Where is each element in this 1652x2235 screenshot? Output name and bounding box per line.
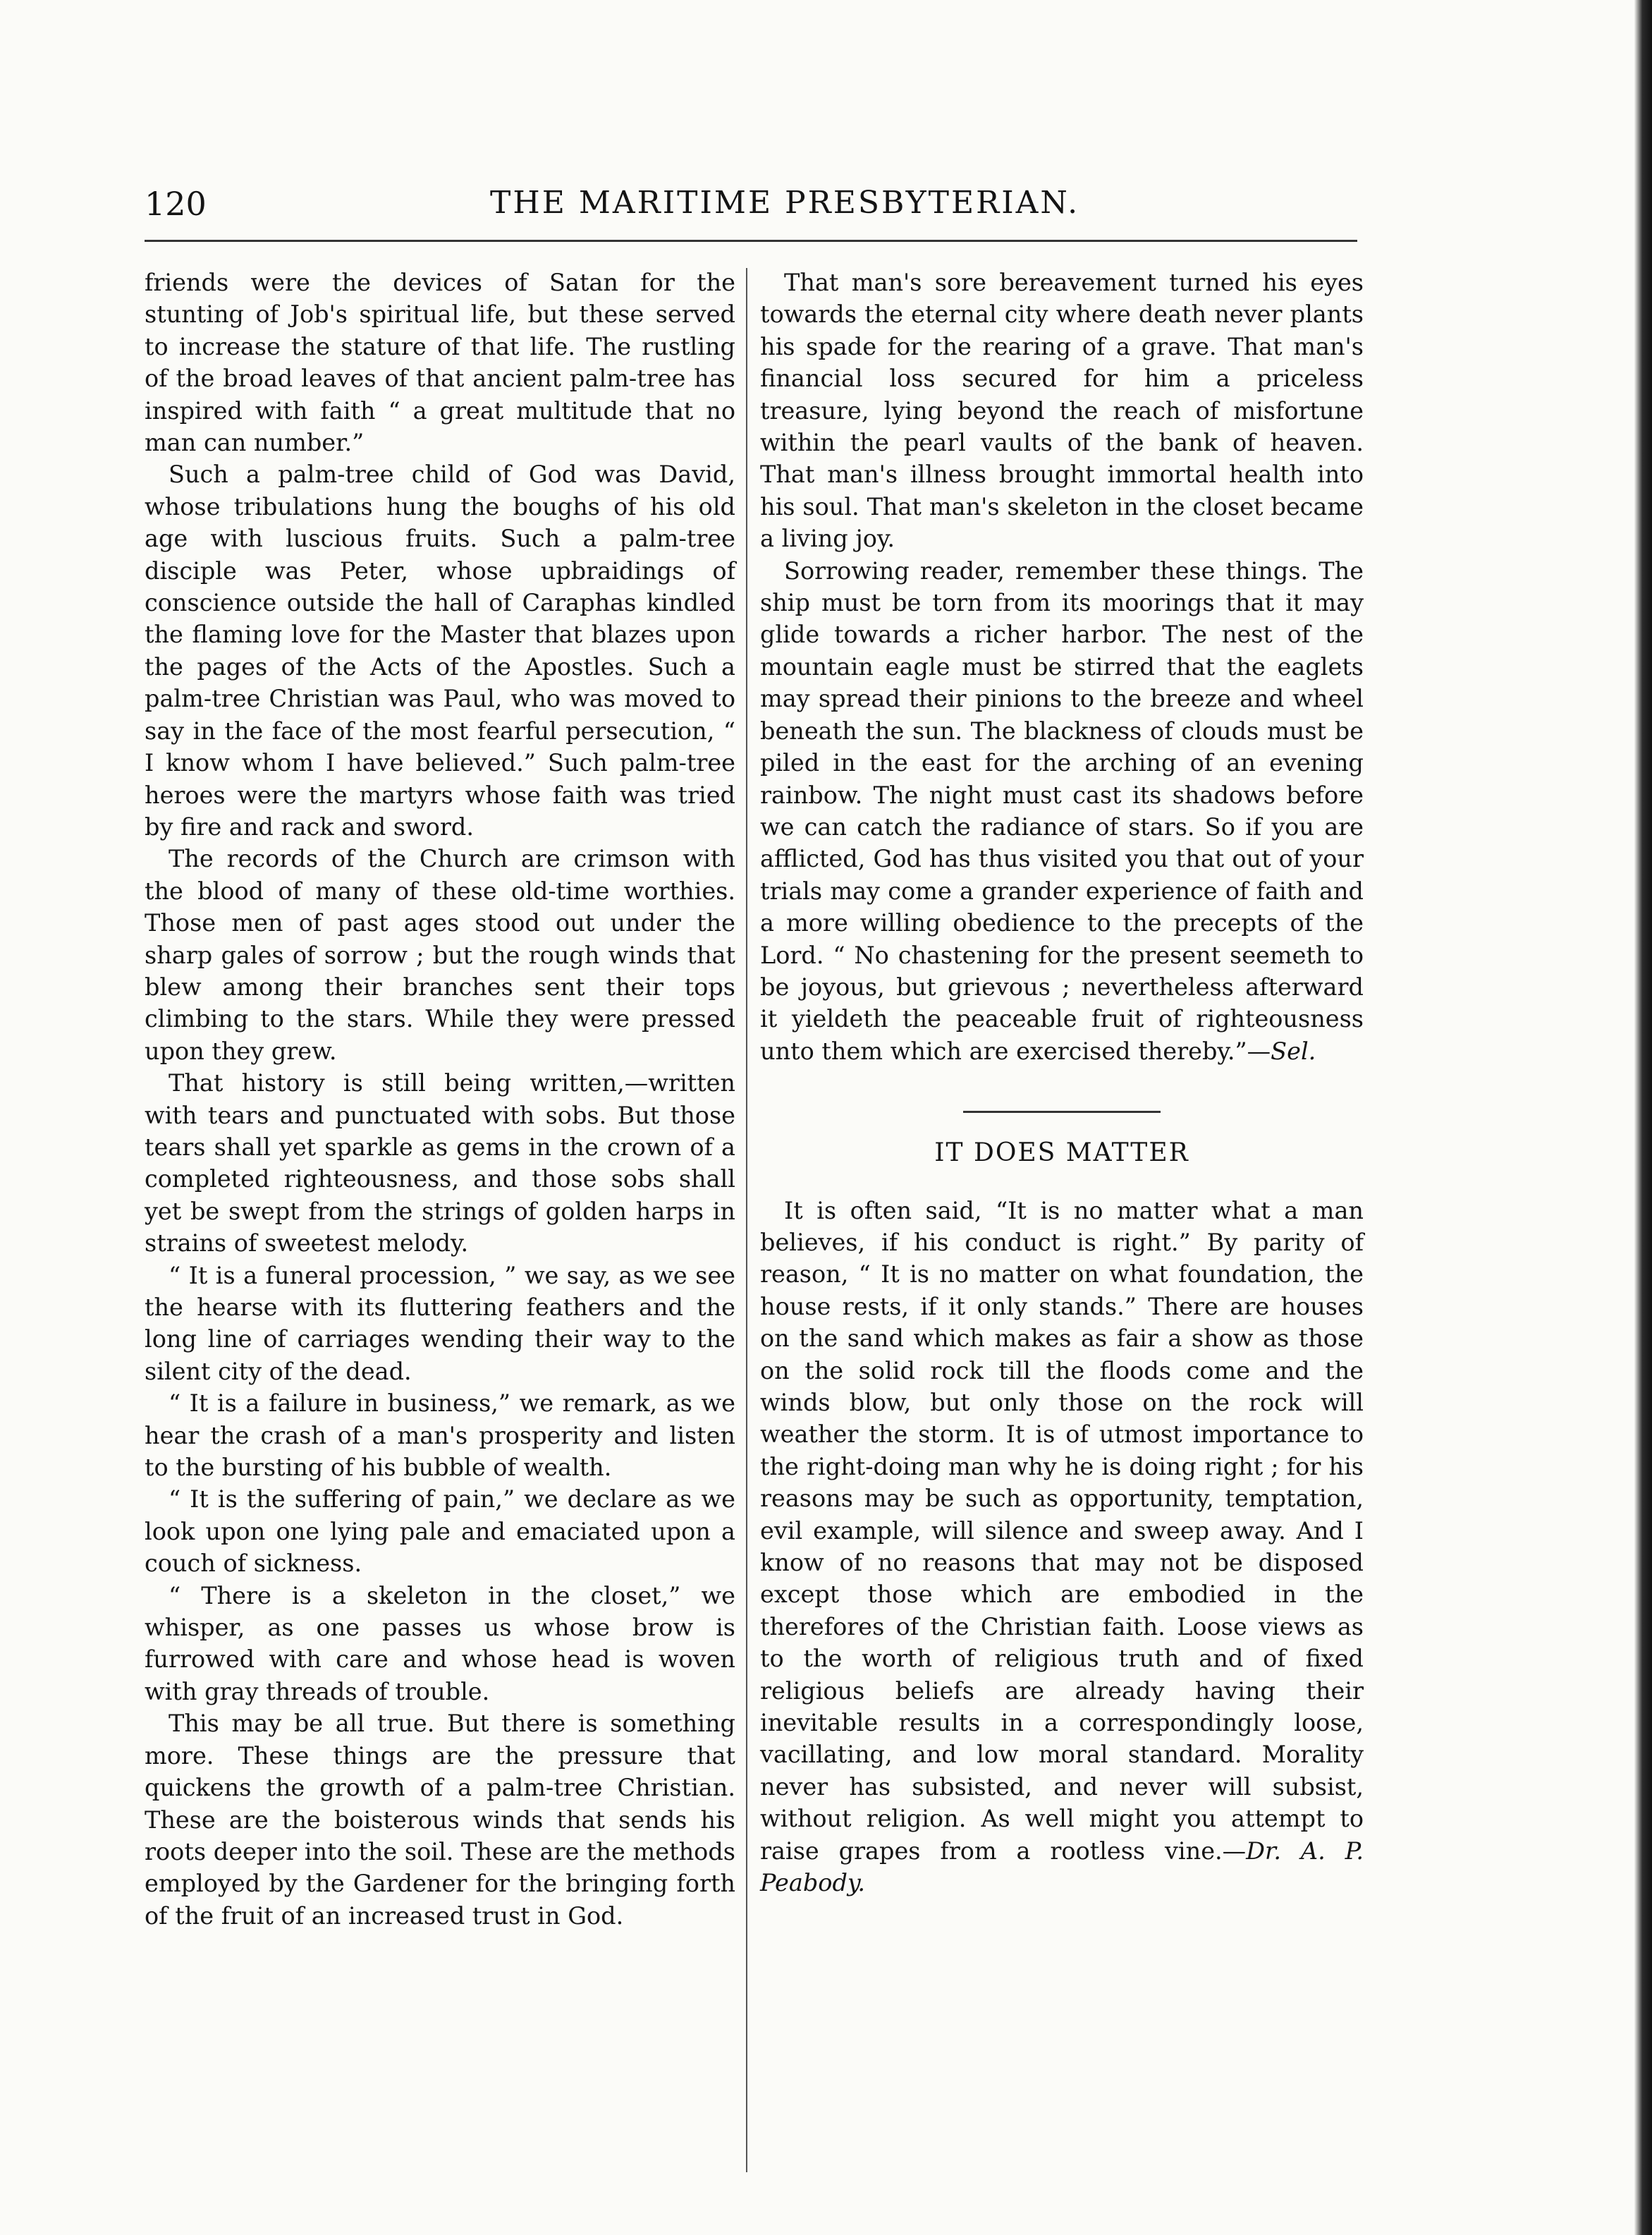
paragraph: “ It is the suffering of pain,” we declare as we look upon one lying pale and emaciated upon a couch of sickness. <box>145 1485 735 1578</box>
paragraph <box>760 1195 1364 1899</box>
paragraph: This may be all true. But there is something more. These things are the pressure that quickens the growth of a palm-tree Christian. These are the boisterous winds that sends his roots deeper into the soil. These are the methods employed by the Gardener for the bringing forth of the fruit of an increased trust in God. <box>145 1710 735 1930</box>
binding-edge <box>1634 0 1652 2235</box>
right-column <box>760 267 1364 1899</box>
paragraph: “ It is a funeral procession, ” we say, as we see the hearse with its fluttering feathers and the long line of carriages wending their way to the silent city of the dead. <box>145 1261 735 1385</box>
article-title: IT DOES MATTER <box>934 1138 1189 1168</box>
attribution: Dr. A. P. Peabody. <box>760 1837 1364 1897</box>
paragraph: friends were the devices of Satan for the stunting of Job's spiritual life, but these served to increase the stature of that life. The rustling of the broad leaves of that ancient palm-tree has inspired with faith “ a great multitude that no man can number.” <box>145 269 735 457</box>
attribution: Sel. <box>1271 1037 1316 1065</box>
paragraph: “ There is a skeleton in the closet,” we whisper, as one passes us whose brow is furrowed with care and whose head is woven with gray threads of trouble. <box>145 1581 735 1705</box>
paragraph-text: Sorrowing reader, remember these things. The ship must be torn from its moorings that it may glide towards a richer harbor. The nest of the mountain eagle must be stirred that the eaglets may spread their pinions to the breeze and wheel beneath the sun. The blackness of clouds must be piled in the east for the arching of an evening rainbow. The night must cast its shadows before we can catch the radiance of stars. So if you are afflicted, God has thus visited you that out of your trials may come a grander experience of faith and a more willing obedience to the precepts of the Lord. “ No chastening for the present seemeth to be joyous, but grievous ; nevertheless afterward it yieldeth the peaceable fruit of righteousness unto them which are exercised thereby.”— <box>760 556 1364 1065</box>
column-divider <box>746 268 747 2172</box>
paragraph: “ It is a failure in business,” we remark, as we hear the crash of a man's prosperity and listen to the bursting of his bubble of wealth. <box>145 1389 735 1482</box>
paragraph: Such a palm-tree child of God was David, whose tribulations hung the boughs of his old age with luscious fruits. Such a palm-tree disciple was Peter, whose upbraidings of conscience outside the hall of Caraphas kindled the flaming love for the Master that blazes upon the pages of the Acts of the Apostles. Such a palm-tree Christian was Paul, who was moved to say in the face of the most fearful persecution, “ I know whom I have believed.” Such palm-tree heroes were the martyrs whose faith was tried by fire and rack and sword. <box>145 461 735 841</box>
paragraph: That man's sore bereavement turned his eyes towards the eternal city where death never plants his spade for the rearing of a grave. That man's financial loss secured for him a priceless treasure, lying beyond the reach of misfortune within the pearl vaults of the bank of heaven. That man's illness brought immortal health into his soul. That man's skeleton in the closet became a living joy. <box>760 269 1364 553</box>
paragraph: The records of the Church are crimson with the blood of many of these old-time worthies. Those men of past ages stood out under the sharp gales of sorrow ; but the rough winds that blew among their branches sent their tops climbing to the stars. While they were pressed upon they grew. <box>145 845 735 1065</box>
paragraph: That history is still being written,—written with tears and punctuated with sobs. But those tears shall yet sparkle as gems in the crown of a completed righteousness, and those sobs shall yet be swept from the strings of golden harps in strains of sweetest melody. <box>145 1069 735 1257</box>
header-rule <box>145 240 1357 242</box>
left-column <box>145 267 735 1932</box>
section-rule <box>963 1111 1161 1113</box>
paragraph <box>760 555 1364 1068</box>
paragraph-text: It is often said, “It is no matter what a man believes, if his conduct is right.” By parity of reason, “ It is no matter on what foundation, the house rests, if it only stands.” There are houses on the sand which makes as fair a show as those on the solid rock till the floods come and the winds blow, but only those on the rock will weather the storm. It is of utmost importance to the right-doing man why he is doing right ; for his reasons may be such as opportunity, temptation, evil example, will silence and sweep away. And I know of no reasons that may not be disposed except those which are embodied in the therefores of the Christian faith. Loose views as to the worth of religious truth and of fixed religious beliefs are already having their inevitable results in a correspondingly loose, vacillating, and low moral standard. Morality never has subsisted, and never will subsist, without religion. As well might you attempt to raise grapes from a rootless vine.— <box>760 1196 1364 1865</box>
page-header <box>145 185 1350 234</box>
running-title: THE MARITIME PRESBYTERIAN. <box>490 185 1080 221</box>
page-number: 120 <box>145 185 207 223</box>
